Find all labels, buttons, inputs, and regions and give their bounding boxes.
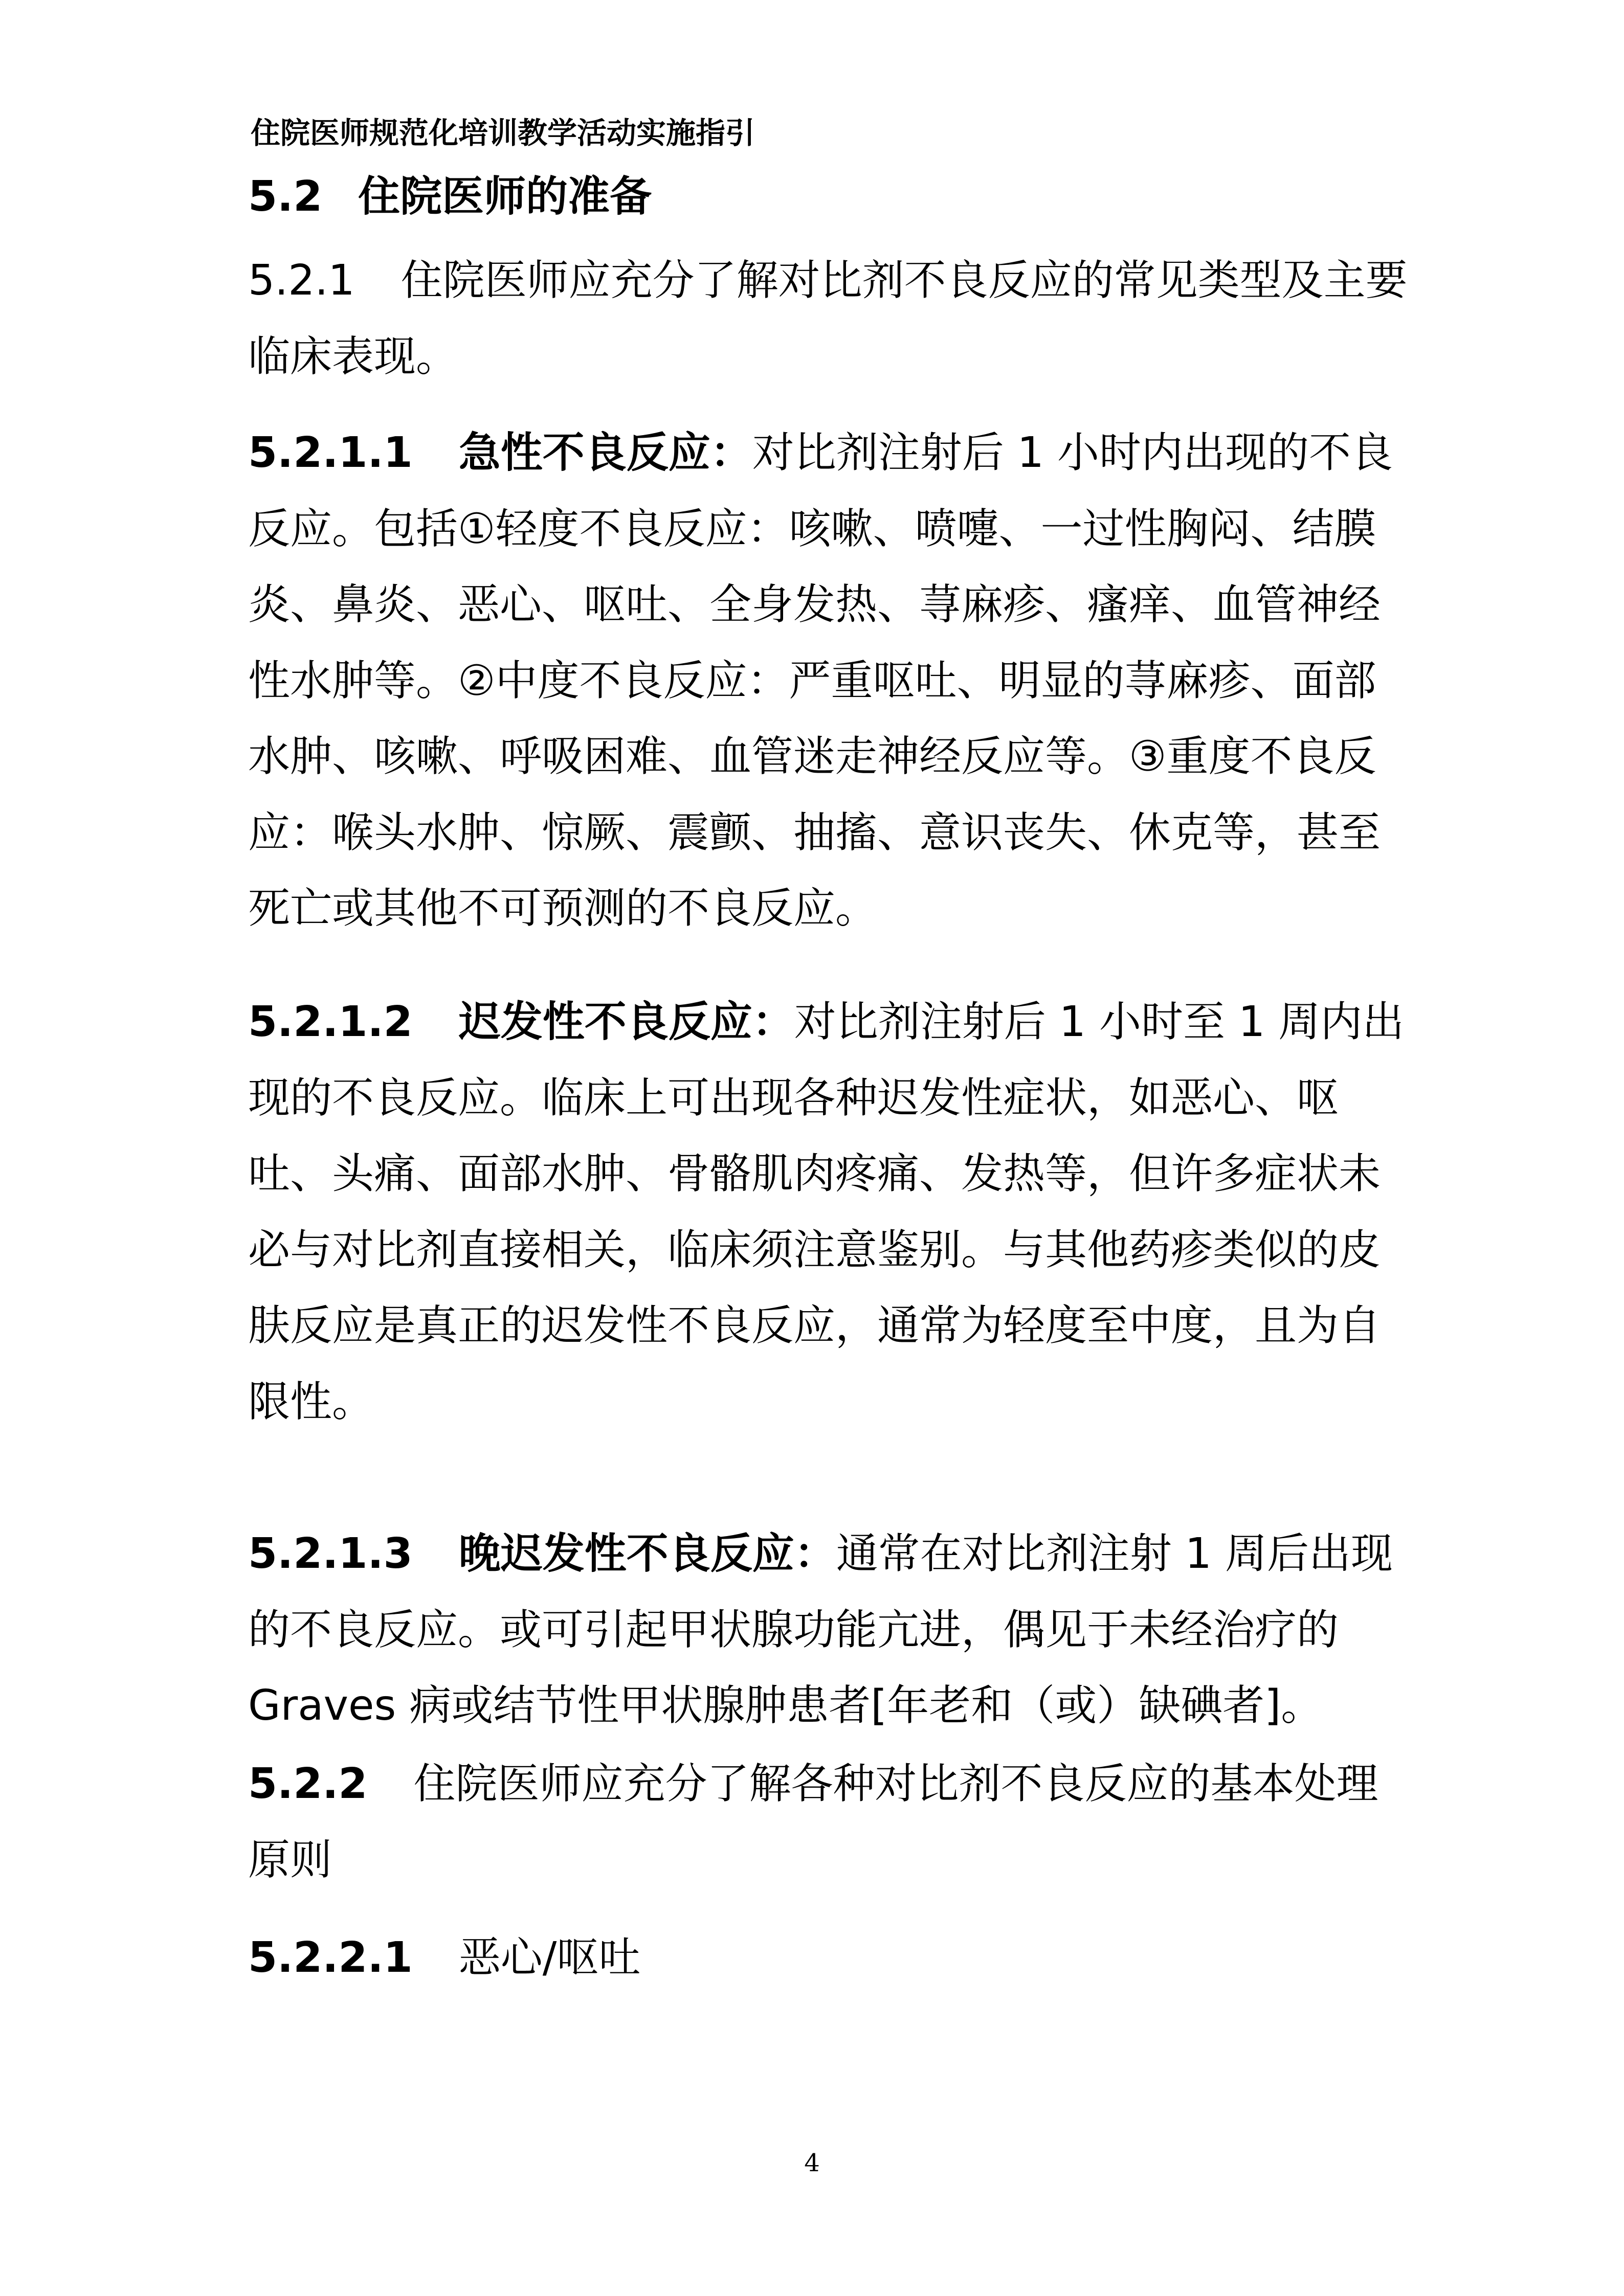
paragraph-term: 晚迟发性不良反应： bbox=[458, 1529, 836, 1578]
paragraph-number: 5.2.1.3 bbox=[248, 1529, 413, 1578]
paragraph-number: 5.2.1.1 bbox=[248, 429, 413, 477]
paragraph-text: 通常在对比剂注射 1 周后出现的不良反应。或可引起甲状腺功能亢进，偶见于未经治疗的 Graves 病或结节性甲状腺肿患者[年老和（或）缺碘者]。 bbox=[248, 1529, 1393, 1730]
paragraph-5-2-1 bbox=[248, 243, 1409, 395]
paragraph-5-2-1-2 bbox=[248, 984, 1409, 1440]
paragraph-text: 恶心/呕吐 bbox=[458, 1933, 641, 1982]
paragraph-number: 5.2.2 bbox=[248, 1760, 368, 1808]
running-header: 住院医师规范化培训教学活动实施指引 bbox=[251, 116, 755, 150]
section-number: 5.2 bbox=[248, 172, 323, 221]
paragraph-5-2-2-1 bbox=[248, 1920, 1409, 1996]
paragraph-number: 5.2.2.1 bbox=[248, 1933, 413, 1982]
paragraph-number: 5.2.1.2 bbox=[248, 998, 413, 1046]
paragraph-5-2-2 bbox=[248, 1746, 1409, 1898]
paragraph-number: 5.2.1 bbox=[248, 256, 355, 305]
section-heading bbox=[248, 169, 652, 225]
paragraph-text: 住院医师应充分了解对比剂不良反应的常见类型及主要临床表现。 bbox=[248, 256, 1408, 381]
paragraph-term: 急性不良反应： bbox=[458, 429, 752, 477]
section-title: 住院医师的准备 bbox=[358, 172, 652, 221]
paragraph-5-2-1-1 bbox=[248, 415, 1409, 947]
page-number: 4 bbox=[804, 2149, 820, 2177]
paragraph-term: 迟发性不良反应： bbox=[458, 998, 794, 1046]
paragraph-text: 对比剂注射后 1 小时内出现的不良反应。包括①轻度不良反应：咳嗽、喷嚏、一过性胸闷、结膜炎、鼻炎、恶心、呕吐、全身发热、荨麻疹、瘙痒、血管神经性水肿等。②中度不良反应：严重呕吐、明显的荨麻疹、面部水肿、咳嗽、呼吸困难、血管迷走神经反应等。③重度不良反应：喉头水肿、惊厥、震颤、抽搐、意识丧失、休克等，甚至死亡或其他不可预测的不良反应。 bbox=[248, 429, 1393, 933]
paragraph-text: 住院医师应充分了解各种对比剂不良反应的基本处理原则 bbox=[248, 1760, 1378, 1884]
paragraph-5-2-1-3 bbox=[248, 1516, 1409, 1744]
paragraph-text: 对比剂注射后 1 小时至 1 周内出现的不良反应。临床上可出现各种迟发性症状，如恶心、呕吐、头痛、面部水肿、骨骼肌肉疼痛、发热等，但许多症状未必与对比剂直接相关，临床须注意鉴别。与其他药疹类似的皮肤反应是真正的迟发性不良反应，通常为轻度至中度，且为自限性。 bbox=[248, 998, 1405, 1426]
